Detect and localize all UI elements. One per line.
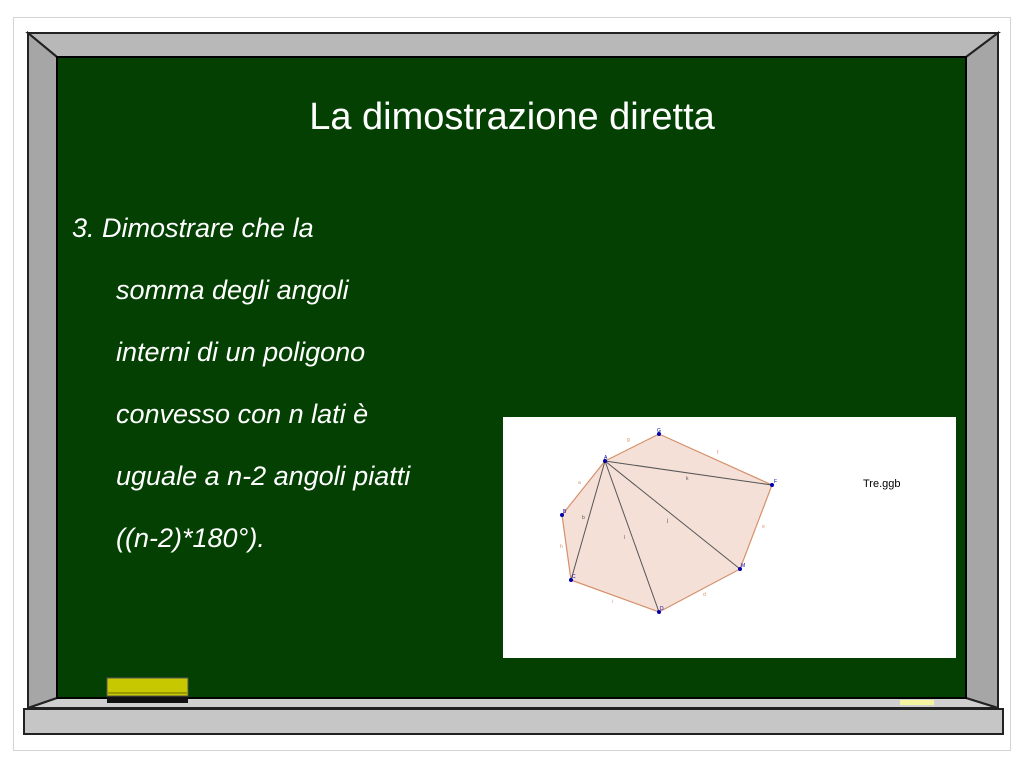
vertex-label: A xyxy=(604,455,608,461)
vertex-label: D xyxy=(660,606,664,612)
chalk-piece xyxy=(900,700,934,705)
statement-line: 3. Dimostrare che la xyxy=(72,213,314,243)
frame-top xyxy=(28,33,998,57)
edge-label: e xyxy=(762,524,765,530)
edge-label: i xyxy=(612,599,614,605)
statement-line: interni di un poligono xyxy=(116,337,366,367)
diagonal-label: j xyxy=(667,518,669,524)
file-name-label: Tre.ggb xyxy=(863,478,901,490)
vertex-label: C xyxy=(572,574,576,580)
vertex-label: G xyxy=(657,428,661,434)
chalk-tray xyxy=(24,709,1003,734)
polygon-diagram xyxy=(503,417,956,658)
geogebra-figure[interactable] xyxy=(503,417,956,658)
edge-label: d xyxy=(703,592,706,598)
vertex-label: F xyxy=(774,479,778,485)
vertex-label: B xyxy=(563,509,567,515)
eraser-base xyxy=(107,696,188,703)
slide-title: La dimostrazione diretta xyxy=(309,96,715,138)
edge-label: f xyxy=(717,450,719,456)
statement-line: ((n-2)*180°). xyxy=(116,523,265,553)
statement-line: convesso con n lati è xyxy=(116,399,369,429)
diagonal-label: l xyxy=(624,535,626,541)
edge-label: a xyxy=(578,480,581,486)
statement-line: somma degli angoli xyxy=(116,275,349,305)
diagonal-label: k xyxy=(686,476,689,482)
diagonal-label: b xyxy=(582,515,585,521)
edge-label: h xyxy=(560,544,563,550)
edge-label: g xyxy=(627,437,630,443)
frame-left xyxy=(28,33,57,708)
theorem-statement xyxy=(72,208,502,580)
statement-line: uguale a n-2 angoli piatti xyxy=(116,461,411,491)
vertex-label: M xyxy=(741,563,746,569)
frame-right xyxy=(966,33,998,708)
